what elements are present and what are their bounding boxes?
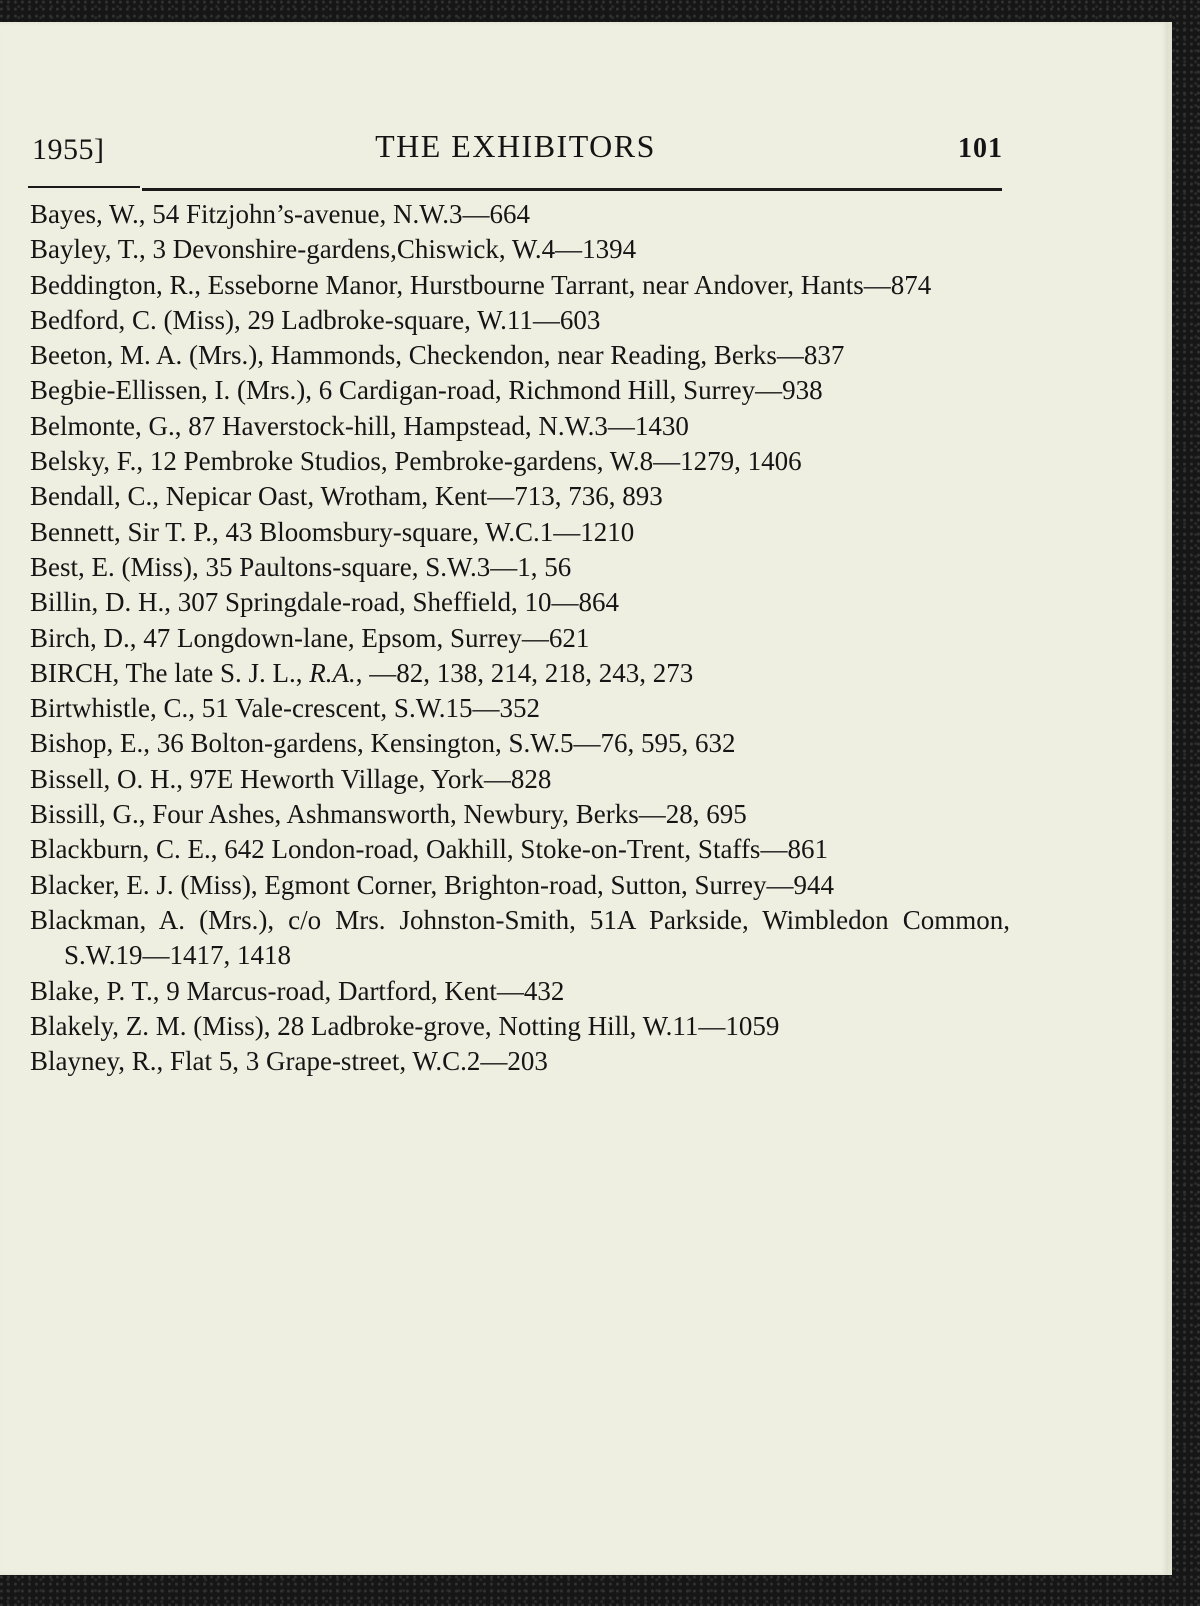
header-rule-right [142, 188, 1002, 191]
exhibitor-entry [30, 1044, 1010, 1079]
exhibitor-address-works: Egmont Corner, Brighton-road, Sutton, Surrey—944 [264, 869, 835, 900]
exhibitor-address-works: 54 Fitzjohn’s-avenue, N.W.3—664 [152, 199, 530, 229]
exhibitor-address-works: Hammonds, Checkendon, near Reading, Berks—837 [270, 340, 845, 371]
exhibitor-address-works: c/o Mrs. Johnston-Smith, 51A Parkside, Wimbledon Common, S.W.19—1417, 1418 [64, 904, 1010, 971]
exhibitor-address-works: 29 Ladbroke-square, W.11—603 [247, 304, 601, 335]
exhibitor-entry [30, 338, 1010, 373]
exhibitor-name: Bennett, Sir T. P., [30, 516, 226, 547]
exhibitor-name: Belsky, F., [30, 446, 150, 477]
exhibitor-entry [30, 515, 1010, 550]
exhibitor-name: BIRCH, The late S. J. L., [30, 657, 310, 688]
exhibitor-address-works: 9 Marcus-road, Dartford, Kent—432 [166, 975, 565, 1006]
header-title: THE EXHIBITORS [375, 128, 656, 164]
exhibitor-name: Bedford, C. (Miss), [30, 304, 248, 335]
exhibitor-entry [30, 656, 1010, 691]
exhibitor-name: Blackburn, C. E., [30, 834, 225, 865]
exhibitor-address-works: Flat 5, 3 Grape-street, W.C.2—203 [169, 1046, 548, 1077]
exhibitor-address-works: 3 Devonshire-gardens,Chiswick, W.4—1394 [152, 234, 637, 265]
exhibitor-entry [30, 197, 1010, 232]
exhibitor-name: Bendall, C., [30, 481, 166, 512]
book-page [0, 22, 1172, 1575]
exhibitor-name: Bissill, G., [30, 799, 153, 830]
exhibitor-entry [30, 832, 1010, 867]
exhibitor-name: Bayley, T., [30, 234, 153, 265]
exhibitor-entry [30, 409, 1010, 444]
exhibitor-name: Beeton, M. A. (Mrs.), [30, 340, 271, 371]
exhibitor-address-works: 642 London-road, Oakhill, Stoke-on-Trent, Staffs—861 [224, 834, 828, 865]
page-number: 101 [958, 133, 1003, 164]
exhibitor-name: Bishop, E., [30, 728, 157, 759]
exhibitor-entry [30, 868, 1010, 903]
exhibitor-entry [30, 1009, 1010, 1044]
exhibitor-address-works: Esseborne Manor, Hurstbourne Tarrant, near Andover, Hants—874 [207, 269, 932, 300]
exhibitor-entry [30, 621, 1010, 656]
header-rule-left [28, 186, 140, 188]
exhibitor-name: Blacker, E. J. (Miss), [30, 869, 265, 900]
exhibitor-entry [30, 232, 1010, 267]
exhibitor-name: Birtwhistle, C., [30, 693, 202, 724]
exhibitor-name: Blackman, A. (Mrs.), [30, 904, 289, 935]
exhibitor-entry [30, 797, 1010, 832]
exhibitor-name: Bayes, W., [30, 199, 153, 229]
exhibitor-entry [30, 974, 1010, 1009]
exhibitor-entry [30, 444, 1010, 479]
exhibitor-address-works: 87 Haverstock-hill, Hampstead, N.W.3—1430 [188, 410, 689, 441]
exhibitor-address-works: 43 Bloomsbury-square, W.C.1—1210 [225, 516, 635, 547]
exhibitor-name: Best, E. (Miss), [30, 551, 206, 582]
exhibitor-name: Birch, D., [30, 622, 144, 653]
exhibitor-entry [30, 691, 1010, 726]
exhibitor-list [30, 197, 1010, 1079]
header-year: 1955] [32, 133, 105, 166]
exhibitor-address-works: 6 Cardigan-road, Richmond Hill, Surrey—938 [318, 375, 823, 406]
exhibitor-address-works: 35 Paultons-square, S.W.3—1, 56 [205, 551, 572, 582]
exhibitor-name: Bissell, O. H., [30, 763, 190, 794]
exhibitor-title: R.A. [309, 657, 356, 688]
exhibitor-name: Blayney, R., [30, 1046, 170, 1077]
exhibitor-entry [30, 373, 1010, 408]
exhibitor-entry [30, 585, 1010, 620]
exhibitor-address-works: 51 Vale-crescent, S.W.15—352 [201, 693, 540, 724]
exhibitor-address-works: 47 Longdown-lane, Epsom, Surrey—621 [143, 622, 590, 653]
exhibitor-entry [30, 762, 1010, 797]
exhibitor-address-works: 28 Ladbroke-grove, Notting Hill, W.11—1059 [277, 1010, 780, 1041]
exhibitor-address-works: , —82, 138, 214, 218, 243, 273 [355, 657, 694, 688]
exhibitor-address-works: 12 Pembroke Studios, Pembroke-gardens, W.8—1279, 1406 [149, 446, 802, 477]
exhibitor-name: Begbie-Ellissen, I. (Mrs.), [30, 375, 319, 406]
exhibitor-address-works: Nepicar Oast, Wrotham, Kent—713, 736, 893 [165, 481, 663, 512]
exhibitor-address-works: 36 Bolton-gardens, Kensington, S.W.5—76, 595, 632 [156, 728, 736, 759]
exhibitor-name: Billin, D. H., [30, 587, 178, 618]
exhibitor-entry [30, 550, 1010, 585]
exhibitor-entry [30, 303, 1010, 338]
exhibitor-entry [30, 726, 1010, 761]
exhibitor-entry [30, 479, 1010, 514]
exhibitor-name: Blakely, Z. M. (Miss), [30, 1010, 278, 1041]
exhibitor-address-works: 97E Heworth Village, York—828 [189, 763, 552, 794]
exhibitor-entry [30, 903, 1010, 974]
exhibitor-entry [30, 268, 1010, 303]
exhibitor-name: Beddington, R., [30, 269, 208, 300]
running-header [28, 106, 1003, 166]
exhibitor-address-works: Four Ashes, Ashmansworth, Newbury, Berks—28, 695 [152, 799, 747, 830]
exhibitor-name: Blake, P. T., [30, 975, 167, 1006]
exhibitor-address-works: 307 Springdale-road, Sheffield, 10—864 [177, 587, 619, 618]
exhibitor-name: Belmonte, G., [30, 410, 189, 441]
